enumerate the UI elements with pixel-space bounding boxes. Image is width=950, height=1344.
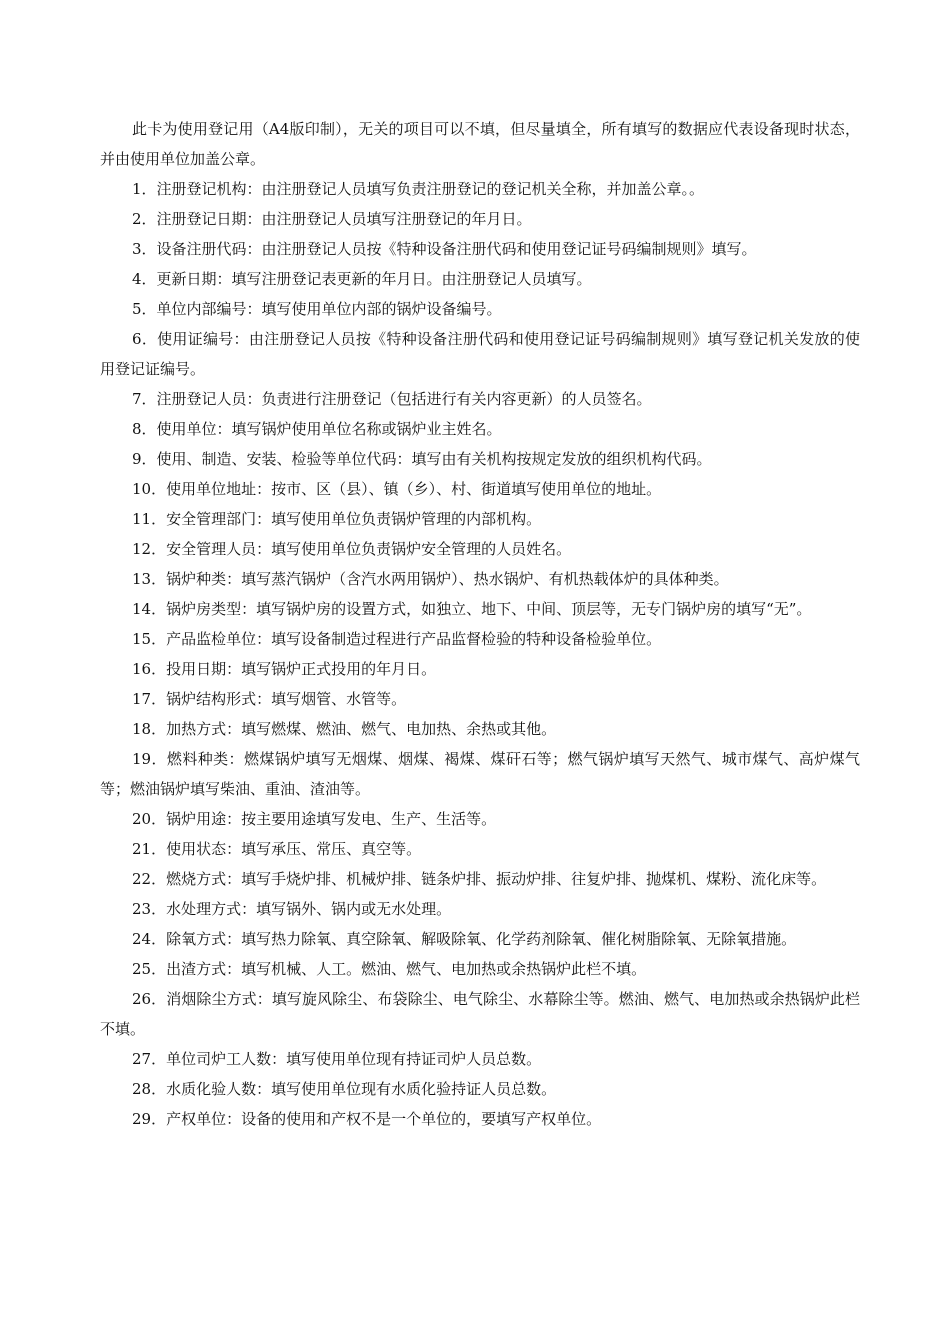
list-item: 28．水质化验人数：填写使用单位现有水质化验持证人员总数。 [132, 1080, 557, 1098]
list-item: 26．消烟除尘方式：填写旋风除尘、布袋除尘、电气除尘、水幕除尘等。燃油、燃气、电加热或余热锅炉此栏不填。 [100, 990, 860, 1038]
list-item: 21．使用状态：填写承压、常压、真空等。 [132, 840, 422, 858]
list-item: 15．产品监检单位：填写设备制造过程进行产品监督检验的特种设备检验单位。 [132, 630, 662, 648]
document-page [100, 114, 860, 1134]
list-item: 11．安全管理部门：填写使用单位负责锅炉管理的内部机构。 [132, 510, 542, 528]
list-item: 2．注册登记日期：由注册登记人员填写注册登记的年月日。 [132, 210, 532, 228]
list-item: 16．投用日期：填写锅炉正式投用的年月日。 [132, 660, 437, 678]
list-item: 23．水处理方式：填写锅外、锅内或无水处理。 [132, 900, 452, 918]
list-item: 19．燃料种类：燃煤锅炉填写无烟煤、烟煤、褐煤、煤矸石等；燃气锅炉填写天然气、城市煤气、高炉煤气等；燃油锅炉填写柴油、重油、渣油等。 [100, 750, 860, 798]
list-item: 3．设备注册代码：由注册登记人员按《特种设备注册代码和使用登记证号码编制规则》填写。 [132, 240, 757, 258]
list-item: 22．燃烧方式：填写手烧炉排、机械炉排、链条炉排、振动炉排、往复炉排、抛煤机、煤粉、流化床等。 [132, 870, 827, 888]
list-item: 5．单位内部编号：填写使用单位内部的锅炉设备编号。 [132, 300, 502, 318]
list-item: 20．锅炉用途：按主要用途填写发电、生产、生活等。 [132, 810, 497, 828]
list-item: 1．注册登记机构：由注册登记人员填写负责注册登记的登记机关全称，并加盖公章。。 [132, 180, 705, 198]
list-item: 12．安全管理人员：填写使用单位负责锅炉安全管理的人员姓名。 [132, 540, 572, 558]
intro-paragraph: 此卡为使用登记用（A4版印制），无关的项目可以不填，但尽量填全，所有填写的数据应代表设备现时状态，并由使用单位加盖公章。 [100, 120, 860, 168]
list-item: 14．锅炉房类型：填写锅炉房的设置方式，如独立、地下、中间、顶层等，无专门锅炉房的填写“无”。 [132, 600, 812, 618]
list-item: 25．出渣方式：填写机械、人工。燃油、燃气、电加热或余热锅炉此栏不填。 [132, 960, 647, 978]
list-item: 4．更新日期：填写注册登记表更新的年月日。由注册登记人员填写。 [132, 270, 592, 288]
list-item: 6．使用证编号：由注册登记人员按《特种设备注册代码和使用登记证号码编制规则》填写登记机关发放的使用登记证编号。 [100, 330, 860, 378]
list-item: 9．使用、制造、安装、检验等单位代码：填写由有关机构按规定发放的组织机构代码。 [132, 450, 712, 468]
list-item: 29．产权单位：设备的使用和产权不是一个单位的，要填写产权单位。 [132, 1110, 602, 1128]
list-item: 8．使用单位：填写锅炉使用单位名称或锅炉业主姓名。 [132, 420, 502, 438]
list-item: 27．单位司炉工人数：填写使用单位现有持证司炉人员总数。 [132, 1050, 542, 1068]
list-item: 7．注册登记人员：负责进行注册登记（包括进行有关内容更新）的人员签名。 [132, 390, 652, 408]
list-item: 24．除氧方式：填写热力除氧、真空除氧、解吸除氧、化学药剂除氧、催化树脂除氧、无除氧措施。 [132, 930, 797, 948]
list-item: 18．加热方式：填写燃煤、燃油、燃气、电加热、余热或其他。 [132, 720, 557, 738]
list-item: 10．使用单位地址：按市、区（县）、镇（乡）、村、街道填写使用单位的地址。 [132, 480, 662, 498]
list-item: 13．锅炉种类：填写蒸汽锅炉（含汽水两用锅炉）、热水锅炉、有机热载体炉的具体种类。 [132, 570, 729, 588]
list-item: 17．锅炉结构形式：填写烟管、水管等。 [132, 690, 407, 708]
